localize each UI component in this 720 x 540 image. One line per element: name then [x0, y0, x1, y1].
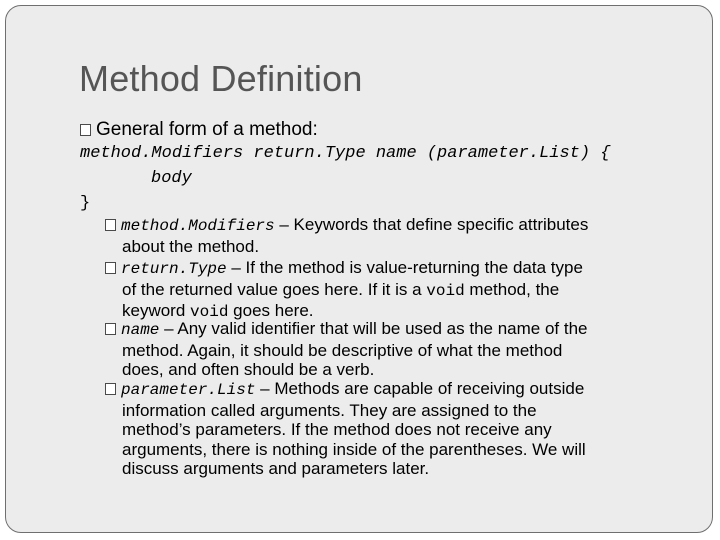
term-return-type: return.Type: [121, 260, 227, 278]
sub-bullet-text: of the returned value goes here. If it is a: [122, 279, 427, 299]
bullet-box-icon: [105, 383, 116, 395]
term-method-modifiers: method.Modifiers: [121, 217, 275, 235]
syntax-line-3: }: [80, 194, 91, 213]
sub-bullet-text: method. Again, it should be descriptive of what the method: [122, 340, 563, 360]
term-parameter-list: parameter.List: [121, 381, 256, 399]
sub-bullet-text: information called arguments. They are assigned to the: [122, 400, 537, 420]
sub-bullet-line: [105, 319, 685, 341]
syntax-line-2: body: [151, 169, 192, 188]
sub-bullet-line: [105, 379, 685, 401]
term-name: name: [121, 321, 160, 339]
bullet-box-icon: [105, 262, 116, 274]
sub-bullet-text: keyword: [122, 301, 191, 320]
sub-bullet-line: [105, 215, 685, 237]
sub-bullet-text: – Keywords that define specific attributes: [274, 215, 589, 234]
sub-bullet-line: [105, 280, 685, 302]
sub-bullet-text: – Any valid identifier that will be used as the name of the: [159, 319, 588, 338]
sub-bullet-parameter-list: [105, 379, 685, 479]
sub-bullet-text: goes here.: [228, 301, 314, 320]
slide-title: Method Definition: [79, 58, 363, 99]
sub-bullet-text: method’s parameters. If the method does not receive any: [122, 420, 552, 439]
sub-bullet-text: discuss arguments and parameters later.: [122, 459, 430, 478]
sub-bullet-text: arguments, there is nothing inside of the parentheses. We will: [122, 439, 586, 459]
keyword-void: void: [190, 303, 229, 321]
sub-bullet-text: method, the: [464, 279, 560, 299]
sub-bullet-line: [105, 258, 685, 280]
sub-bullet-text: – If the method is value-returning the data type: [226, 258, 583, 277]
keyword-void: void: [426, 281, 465, 300]
bullet-box-icon: [105, 219, 116, 231]
bullet-general-form: [80, 119, 318, 141]
bullet-box-icon: [105, 323, 116, 335]
sub-bullet-method-modifiers: [105, 215, 685, 256]
sub-bullet-text: about the method.: [122, 236, 260, 256]
sub-bullet-return-type: [105, 258, 685, 323]
sub-bullet-text: – Methods are capable of receiving outside: [255, 379, 585, 398]
syntax-line-1: method.Modifiers return.Type name (parameter.List) {: [80, 144, 611, 163]
sub-bullet-name: [105, 319, 685, 380]
bullet-general-form-text: General form of a method:: [96, 119, 318, 140]
sub-bullet-text: does, and often should be a verb.: [122, 360, 375, 379]
bullet-box-icon: [80, 124, 91, 136]
